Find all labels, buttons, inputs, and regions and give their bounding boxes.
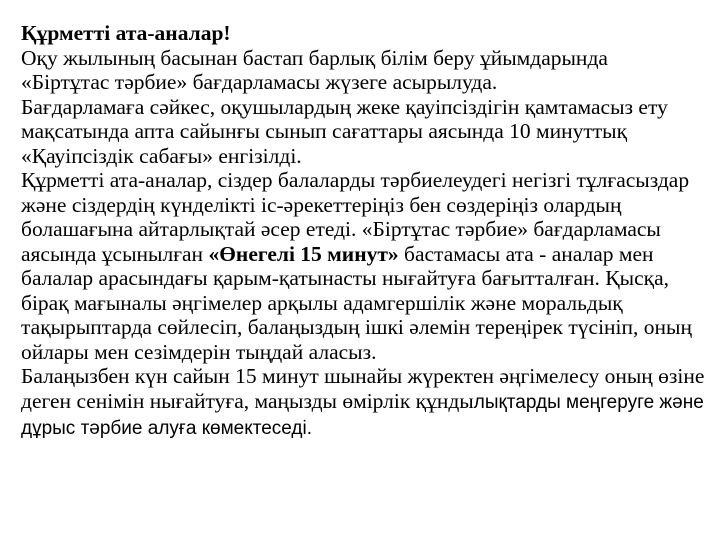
text-segment: Бағдарламаға сәйкес, оқушылардың жеке қауіпсіздігін қамтамасыз ету xyxy=(21,94,668,119)
text-line-10 xyxy=(21,242,709,267)
text-segment: «Өнегелі 15 минут» xyxy=(208,241,399,266)
text-line-2 xyxy=(21,46,709,71)
text-segment: мақсатында апта сайынғы сынып сағаттары аясында 10 минуттық xyxy=(21,119,628,143)
text-segment: лықтарды меңгеруге және xyxy=(473,391,704,413)
text-line-7 xyxy=(21,168,709,193)
text-segment: «Біртұтас тәрбие» бағдарламасы жүзеге асырылуда. xyxy=(21,70,498,94)
text-segment: бірақ мағыналы әңгімелер арқылы адамгершілік және моральдық xyxy=(21,290,623,315)
text-segment: дұрыс тәрбие алуға көмектеседі. xyxy=(21,418,313,439)
text-line-14 xyxy=(21,340,709,365)
text-line-1 xyxy=(21,21,709,46)
text-segment: бастамасы ата - аналар мен xyxy=(398,241,654,266)
text-segment: Құрметті ата-аналар! xyxy=(21,21,231,45)
text-line-15 xyxy=(21,364,709,389)
text-segment: болашағына айтарлықтай әсер етеді. «Біртұтас тәрбие» бағдарламасы xyxy=(21,217,661,241)
text-line-17 xyxy=(21,415,709,442)
text-segment: «Қауіпсіздік сабағы» енгізілді. xyxy=(21,143,302,168)
text-segment: Оқу жылының басынан бастап барлық білім беру ұйымдарында xyxy=(21,45,608,70)
text-line-16 xyxy=(21,389,709,416)
text-line-8 xyxy=(21,193,709,218)
notice-text-block xyxy=(21,21,709,442)
text-line-13 xyxy=(21,315,709,340)
text-segment: тақырыптарда сөйлесіп, балаңыздың ішкі әлемін тереңірек түсініп, оның xyxy=(21,315,692,339)
text-segment: деген сенімін нығайтуға, маңызды өмірлік құнды xyxy=(21,388,474,413)
text-segment: және сіздердің күнделікті іс-әрекеттеріңіз бен сөздеріңіз олардың xyxy=(21,192,622,217)
text-segment: ойлары мен сезімдерін тыңдай аласыз. xyxy=(21,339,377,364)
text-line-5 xyxy=(21,119,709,144)
text-segment: аясында ұсынылған xyxy=(21,241,209,266)
text-line-9 xyxy=(21,217,709,242)
text-line-4 xyxy=(21,95,709,120)
text-line-6 xyxy=(21,144,709,169)
text-line-12 xyxy=(21,291,709,316)
text-segment: Балаңызбен күн сайын 15 минут шынайы жүректен әңгімелесу оның өзіне xyxy=(21,364,705,388)
text-line-11 xyxy=(21,266,709,291)
text-line-3 xyxy=(21,70,709,95)
text-segment: балалар арасындағы қарым-қатынасты нығайтуға бағытталған. Қысқа, xyxy=(21,266,669,290)
text-segment: Құрметті ата-аналар, сіздер балаларды тәрбиелеудегі негізгі тұлғасыздар xyxy=(21,168,690,192)
